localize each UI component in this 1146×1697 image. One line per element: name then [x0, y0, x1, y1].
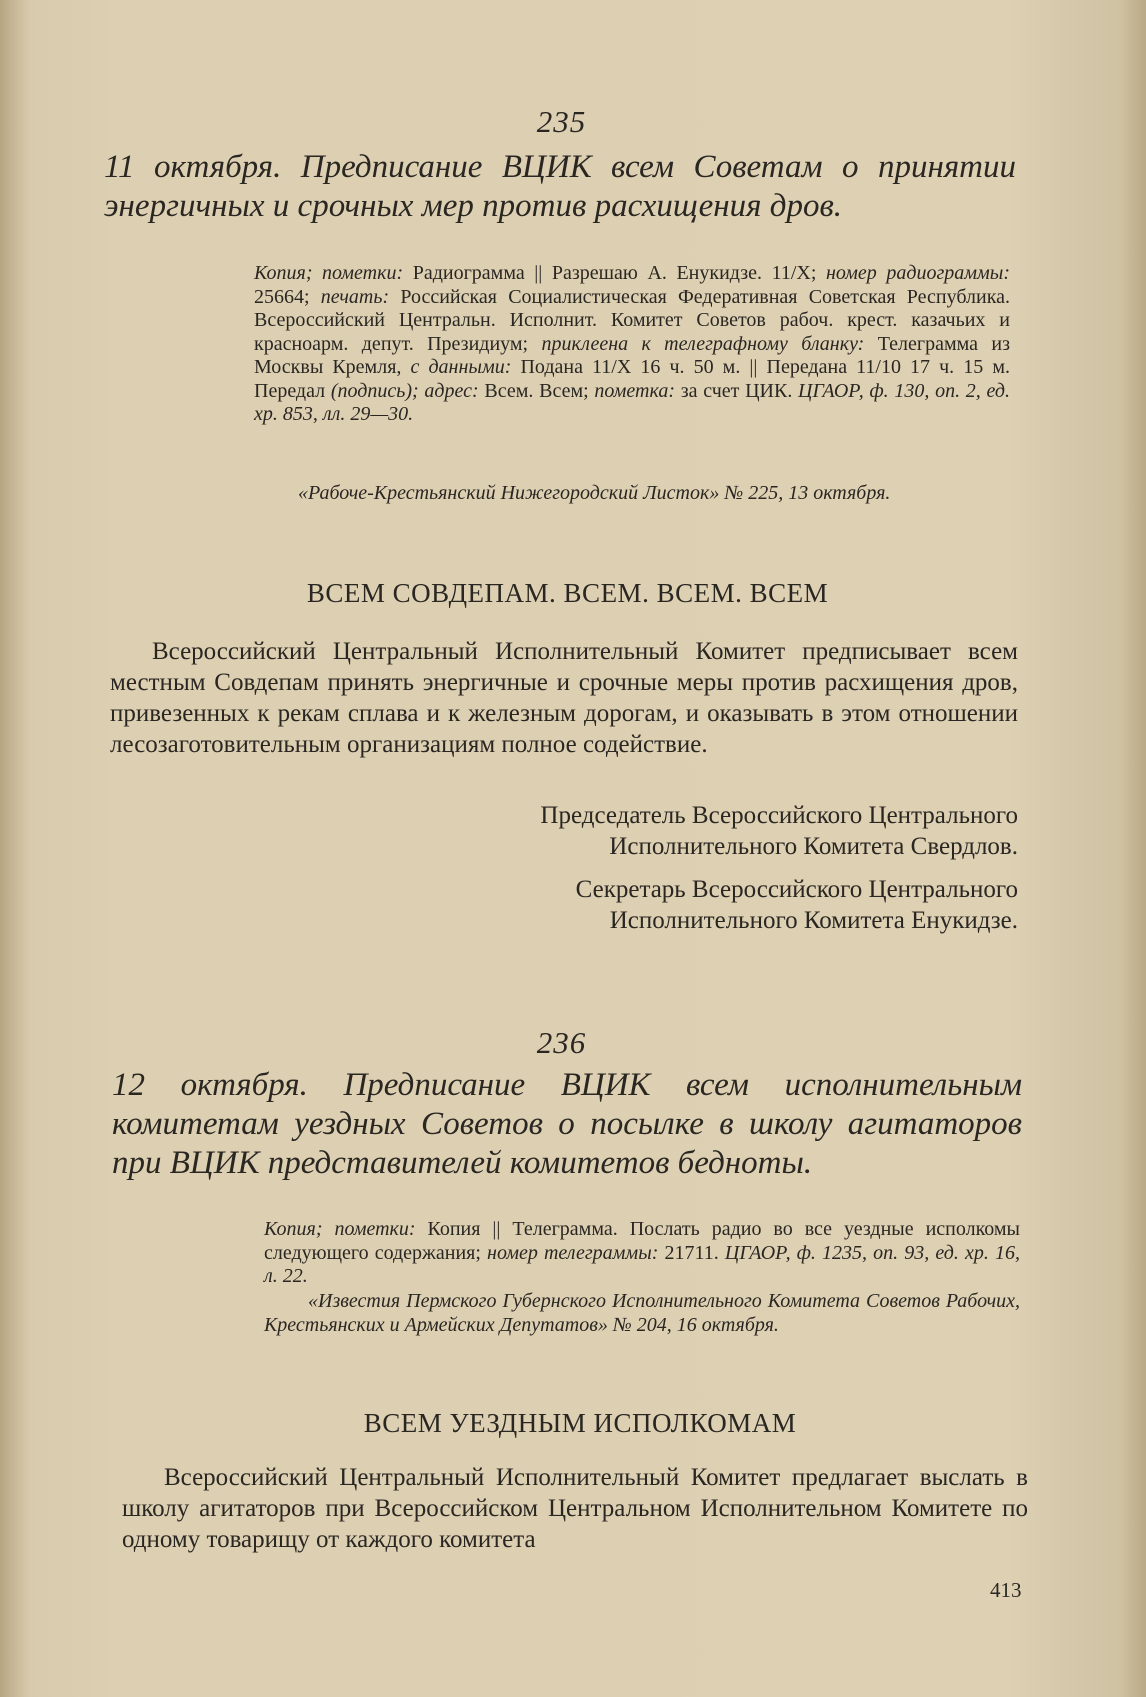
note-fragment: Копия; пометки:	[264, 1218, 428, 1240]
document-number: 236	[536, 1025, 587, 1060]
note-fragment: Радиограмма || Разрешаю А. Енукидзе. 11/X;	[412, 262, 826, 284]
note-fragment: 21711.	[664, 1241, 725, 1264]
document-heading: 11 октября. Предписание ВЦИК всем Советам о принятии энергичных и срочных мер против расхищения дров.	[104, 149, 1016, 224]
publication-source: «Рабоче-Крестьянский Нижегородский Листок» № 225, 13 октября.	[298, 482, 891, 504]
note-fragment: номер радиограммы:	[825, 262, 1010, 284]
signature-line: Исполнительного Комитета Енукидзе.	[609, 907, 1018, 934]
document-number: 235	[536, 104, 587, 139]
note-fragment: номер телеграммы:	[487, 1241, 665, 1264]
signature-chairman	[110, 800, 1018, 862]
note-fragment: пометка:	[594, 379, 681, 402]
page-number: 413	[990, 1578, 1022, 1602]
note-fragment: Копия || Телеграмма. Послать радио во все уездные исполкомы следующего содержания;	[264, 1218, 1020, 1264]
signature-line: Секретарь Всероссийского Центрального	[575, 876, 1018, 903]
note-fragment: 25664;	[254, 285, 321, 308]
telegram-body: Всероссийский Центральный Исполнительный Комитет предлагает выслать в школу агитаторов при Всероссийском Центральном Исполнительном Комитете по одному товарищу от каждого комитета	[122, 1464, 1028, 1553]
note-fragment: (подпись); адрес:	[330, 379, 485, 402]
signature-line: Председатель Всероссийского Центрального	[540, 802, 1018, 829]
signature-secretary	[110, 874, 1018, 936]
publication-source: «Известия Пермского Губернского Исполнительного Комитета Советов Рабочих, Крестьянских и Армейских Депутатов» № 204, 16 октября.	[264, 1290, 1020, 1336]
note-fragment: Копия; пометки:	[254, 262, 413, 284]
signature-line: Исполнительного Комитета Свердлов.	[609, 833, 1018, 860]
note-fragment: Телеграмма из Москвы Кремля,	[254, 332, 1010, 378]
note-fragment: Российская Социалистическая Федеративная Советская Республика. Всероссийский Центральн. Исполнит. Комитет Советов рабоч. крест. казачьих и красноарм. депут. Президиум;	[254, 285, 1011, 355]
note-fragment: с данными:	[410, 356, 521, 378]
telegram-title: ВСЕМ СОВДЕПАМ. ВСЕМ. ВСЕМ. ВСЕМ	[306, 578, 829, 608]
note-fragment: ЦГАОР, ф. 1235, оп. 93, ед. хр. 16, л. 22.	[264, 1241, 1021, 1287]
note-fragment: печать:	[320, 285, 401, 308]
archival-note	[264, 1218, 1020, 1289]
note-fragment: ЦГАОР, ф. 130, оп. 2, ед. хр. 853, лл. 29—30.	[254, 379, 1011, 425]
archival-note	[254, 262, 1010, 427]
note-fragment: Всем. Всем;	[484, 379, 595, 402]
note-fragment: приклеена к телеграфному бланку:	[541, 332, 878, 355]
telegram-body: Всероссийский Центральный Исполнительный Комитет предписывает всем местным Совдепам принять энергичные и срочные меры против расхищения дров, привезенных к рекам сплава и к железным дорогам, и оказывать в этом отношении лесозаготовительным организациям полное содействие.	[110, 638, 1018, 758]
telegram-title: ВСЕМ УЕЗДНЫМ ИСПОЛКОМАМ	[363, 1408, 797, 1438]
note-fragment: за счет ЦИК.	[680, 379, 799, 402]
note-fragment: Подана 11/X 16 ч. 50 м. || Передана 11/10 17 ч. 15 м. Передал	[254, 356, 1011, 402]
document-heading: 12 октября. Предписание ВЦИК всем исполнительным комитетам уездных Советов о посылке в школу агитаторов при ВЦИК представителей комитетов бедноты.	[112, 1067, 1022, 1181]
